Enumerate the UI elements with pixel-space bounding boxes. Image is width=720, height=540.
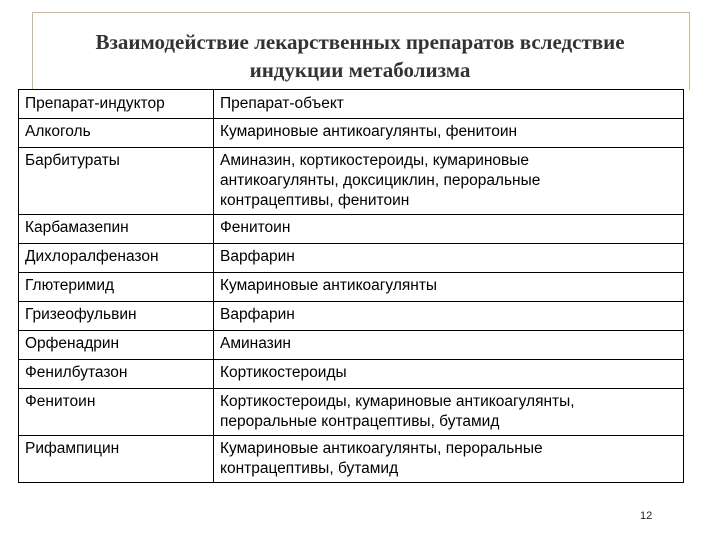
- header-inducer: Препарат-индуктор: [19, 90, 214, 119]
- header-object: Препарат-объект: [214, 90, 684, 119]
- object-cell: [214, 389, 684, 436]
- inducer-cell: Орфенадрин: [19, 331, 214, 360]
- object-cell-line: Аминазин, кортикостероиды, кумариновые: [220, 152, 530, 169]
- table-row: [19, 148, 684, 215]
- object-cell-line: контрацептивы, бутамид: [220, 460, 399, 477]
- inducer-cell: Карбамазепин: [19, 215, 214, 244]
- slide-title: [40, 28, 680, 84]
- table-body: [19, 119, 684, 483]
- table-row: [19, 389, 684, 436]
- inducer-cell: Алкоголь: [19, 119, 214, 148]
- inducer-cell: Фенитоин: [19, 389, 214, 436]
- table-row: [19, 436, 684, 483]
- object-cell-line: контрацептивы, фенитоин: [220, 192, 410, 209]
- object-cell: [214, 119, 684, 148]
- object-cell-line: Кумариновые антикоагулянты, пероральные: [220, 440, 543, 457]
- object-cell: [214, 215, 684, 244]
- inducer-cell: Фенилбутазон: [19, 360, 214, 389]
- object-cell-line: пероральные контрацептивы, бутамид: [220, 413, 500, 430]
- table-row: [19, 119, 684, 148]
- inducer-cell: Гризеофульвин: [19, 302, 214, 331]
- object-cell: [214, 436, 684, 483]
- decorative-frame-top: [32, 12, 690, 13]
- object-cell: [214, 302, 684, 331]
- object-cell: [214, 148, 684, 215]
- object-cell-line: Варфарин: [220, 248, 295, 265]
- inducer-cell: Барбитураты: [19, 148, 214, 215]
- slide-title-line-1: Взаимодействие лекарственных препаратов вследствие: [95, 30, 625, 54]
- table-row: [19, 331, 684, 360]
- object-cell-line: Варфарин: [220, 306, 295, 323]
- object-cell-line: Кортикостероиды, кумариновые антикоагулянты,: [220, 393, 575, 410]
- table-row: [19, 244, 684, 273]
- table-row: [19, 273, 684, 302]
- object-cell-line: Кумариновые антикоагулянты, фенитоин: [220, 123, 518, 140]
- decorative-frame-left: [32, 12, 33, 90]
- object-cell-line: антикоагулянты, доксициклин, пероральные: [220, 172, 541, 189]
- page-number: 12: [640, 510, 653, 522]
- slide-title-line-2: индукции метаболизма: [249, 58, 471, 82]
- decorative-frame-right: [689, 12, 690, 90]
- object-cell-line: Кортикостероиды: [220, 364, 347, 381]
- object-cell: [214, 273, 684, 302]
- object-cell-line: Аминазин: [220, 335, 291, 352]
- object-cell-line: Фенитоин: [220, 219, 291, 236]
- inducer-cell: Дихлоралфеназон: [19, 244, 214, 273]
- object-cell: [214, 360, 684, 389]
- drug-interaction-table: [18, 89, 684, 483]
- object-cell-line: Кумариновые антикоагулянты: [220, 277, 438, 294]
- inducer-cell: Глютеримид: [19, 273, 214, 302]
- table-row: [19, 215, 684, 244]
- table-row: [19, 302, 684, 331]
- table-header-row: [19, 90, 684, 119]
- object-cell: [214, 244, 684, 273]
- table-row: [19, 360, 684, 389]
- object-cell: [214, 331, 684, 360]
- inducer-cell: Рифампицин: [19, 436, 214, 483]
